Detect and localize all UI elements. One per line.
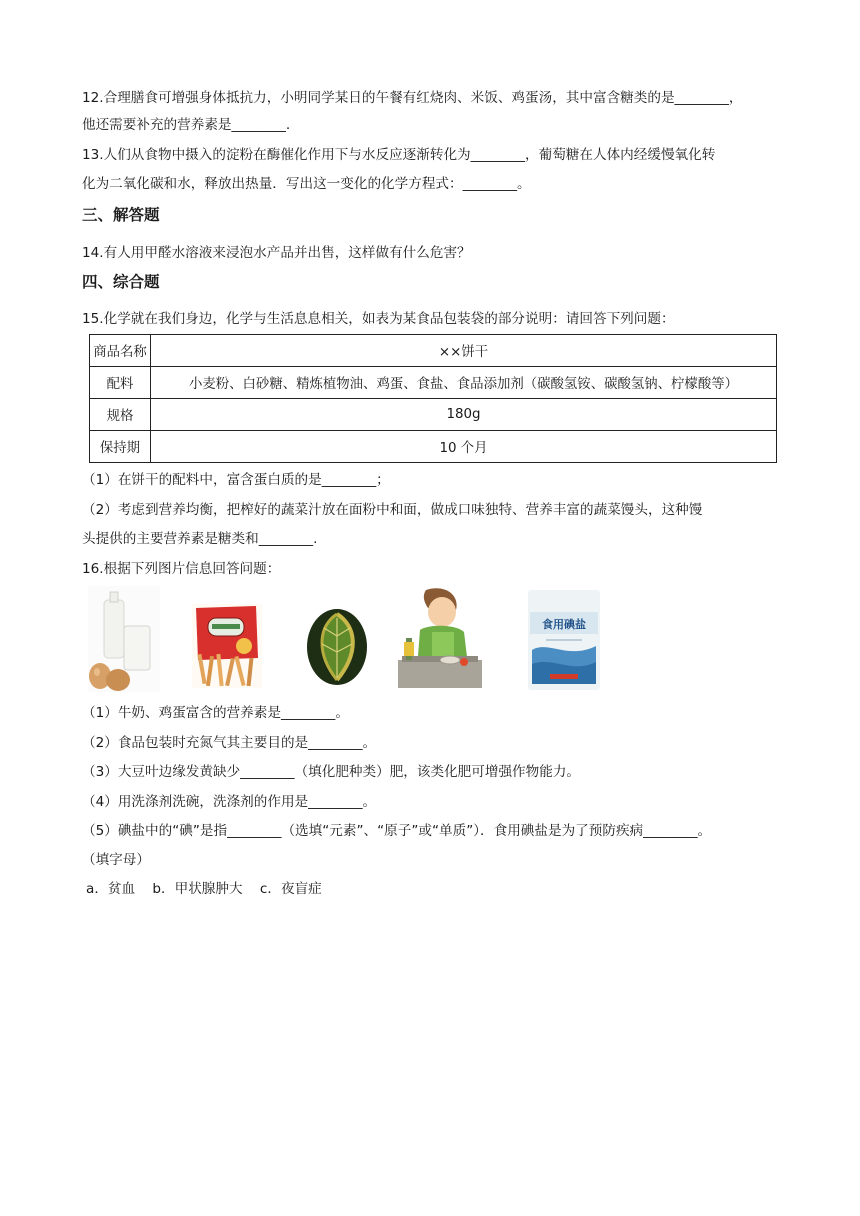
q15-sub2b: 头提供的主要营养素是糖类和________. (82, 531, 318, 547)
table-row (90, 335, 777, 367)
q15-stem: 15.化学就在我们身边，化学与生活息息相关，如表为某食品包装袋的部分说明：请回答下列问题： (82, 311, 675, 327)
q16-sub1: （1）牛奶、鸡蛋富含的营养素是________。 (82, 705, 349, 721)
iodized-salt-bag-image (528, 590, 600, 690)
table-value: 10 个月 (151, 431, 777, 463)
leaf-image (306, 608, 368, 686)
q16-stem: 16.根据下列图片信息回答问题： (82, 561, 281, 577)
q12-line1: 12.合理膳食可增强身体抵抗力，小明同学某日的午餐有红烧肉、米饭、鸡蛋汤，其中富含糖类的是________， (82, 90, 743, 106)
table-key: 配料 (90, 367, 151, 399)
table-row (90, 431, 777, 463)
q15-sub1: （1）在饼干的配料中，富含蛋白质的是________； (82, 472, 390, 488)
table-value: ××饼干 (151, 335, 777, 367)
q16-sub5b: （填字母） (82, 852, 150, 868)
table-value: 180g (151, 399, 777, 431)
section-4-heading: 四、综合题 (82, 273, 160, 291)
q13-line2: 化为二氧化碳和水，释放出热量．写出这一变化的化学方程式：________。 (82, 176, 531, 192)
section-3-heading: 三、解答题 (82, 206, 160, 224)
q13-line1: 13.人们从食物中摄入的淀粉在酶催化作用下与水反应逐渐转化为________，葡萄糖在人体内经缓慢氧化转 (82, 147, 716, 163)
q16-sub3: （3）大豆叶边缘发黄缺少________（填化肥种类）肥，该类化肥可增强作物能力。 (82, 764, 581, 780)
q15-sub2a: （2）考虑到营养均衡，把榨好的蔬菜汁放在面粉中和面，做成口味独特、营养丰富的蔬菜馒头，这种馒 (82, 502, 703, 518)
snack-bag-image (192, 604, 262, 688)
q16-sub4: （4）用洗涤剂洗碗，洗涤剂的作用是________。 (82, 794, 377, 810)
person-washing-dishes-image (394, 586, 486, 692)
table-row (90, 367, 777, 399)
table-key: 保持期 (90, 431, 151, 463)
salt-bag-label: 食用碘盐 (542, 618, 586, 631)
q14-text: 14.有人用甲醛水溶液来浸泡水产品并出售，这样做有什么危害？ (82, 245, 471, 261)
q16-image-strip (88, 586, 608, 694)
milk-eggs-image (88, 586, 160, 692)
q16-sub2: （2）食品包装时充氮气其主要目的是________。 (82, 735, 377, 751)
table-key: 商品名称 (90, 335, 151, 367)
q12-line2: 他还需要补充的营养素是________. (82, 117, 291, 133)
table-value: 小麦粉、白砂糖、精炼植物油、鸡蛋、食盐、食品添加剂（碳酸氢铵、碳酸氢钠、柠檬酸等） (151, 367, 777, 399)
q16-options: a．贫血 b．甲状腺肿大 c．夜盲症 (86, 881, 322, 897)
food-info-table (89, 334, 777, 463)
table-key: 规格 (90, 399, 151, 431)
q16-sub5a: （5）碘盐中的“碘”是指________（选填“元素”、“原子”或“单质”）．食用碘盐是为了预防疾病________。 (82, 823, 712, 839)
table-row (90, 399, 777, 431)
